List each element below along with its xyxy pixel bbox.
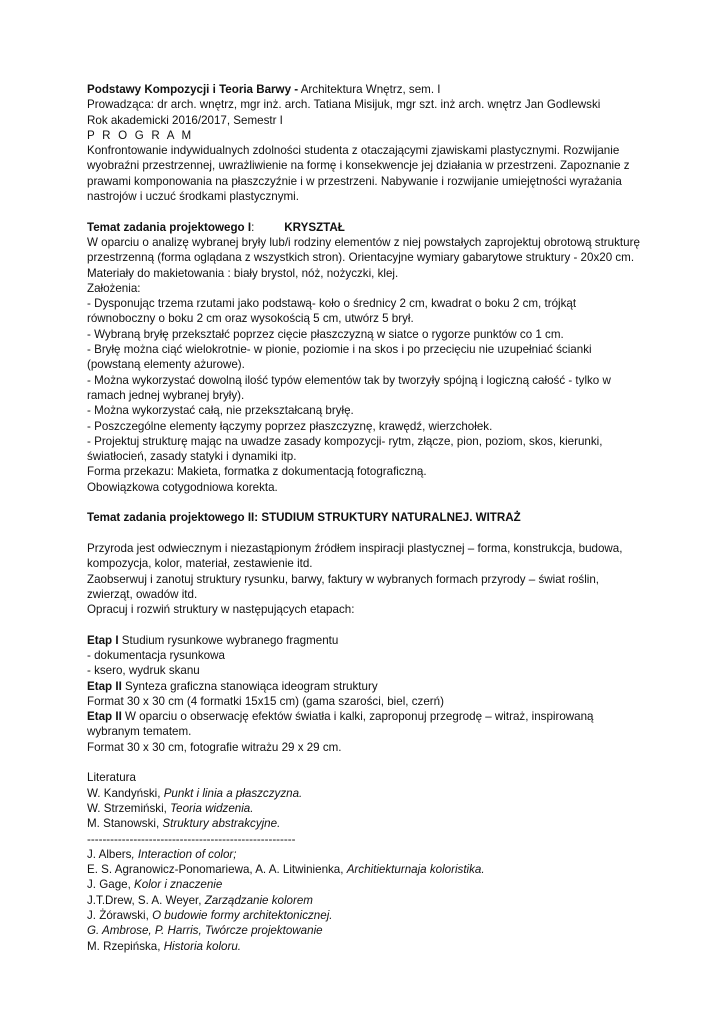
stage-2a xyxy=(87,679,647,694)
literature-divider: ------------------------------------------------------ xyxy=(87,832,296,846)
literature-author: M. Stanowski, xyxy=(87,817,163,831)
task1-topic: KRYSZTAŁ xyxy=(284,220,345,234)
literature-item xyxy=(87,847,647,862)
literature-label: Literatura xyxy=(87,771,136,785)
task1-heading xyxy=(87,220,647,235)
literature-author: J. Albers xyxy=(87,847,132,861)
literature-item xyxy=(87,862,647,877)
task1-assumption: - Poszczególne elementy łączymy poprzez płaszczyznę, krawędź, wierzchołek. xyxy=(87,419,493,433)
course-title xyxy=(87,82,647,97)
literature-author: E. S. Agranowicz-Ponomariewa, A. A. Litwinienka, xyxy=(87,863,347,877)
course-title-bold: Podstawy Kompozycji i Teoria Barwy - xyxy=(87,83,299,96)
task2-paragraph-3: Opracuj i rozwiń struktury w następujących etapach: xyxy=(87,603,355,617)
task2-heading: Temat zadania projektowego II: STUDIUM STRUKTURY NATURALNEJ. WITRAŻ xyxy=(87,511,521,525)
literature-author: J. Żórawski, xyxy=(87,909,153,923)
academic-year: Rok akademicki 2016/2017, Semestr I xyxy=(87,113,283,127)
literature-title: O budowie formy architektonicznej. xyxy=(152,909,333,923)
literature-title: Kolor i znaczenie xyxy=(134,878,223,892)
task1-form: Forma przekazu: Makieta, formatka z dokumentacją fotograficzną. xyxy=(87,465,427,479)
literature-title: Punkt i linia a płaszczyzna. xyxy=(163,786,303,800)
task1-assumption: - Bryłę można ciąć wielokrotnie- w pionie, poziomie i na skos i po przecięciu nie uzupełniać ścianki (powstaną elementy ażurowe). xyxy=(87,343,592,372)
task1-assumption: - Wybraną bryłę przekształć poprzez cięcie płaszczyzną w siatce o rygorze punktów co 1 cm. xyxy=(87,327,564,341)
course-title-rest: Architektura Wnętrz, sem. I xyxy=(298,83,441,96)
program-heading: P R O G R A M xyxy=(87,128,194,142)
literature-title: Architiekturnaja koloristika. xyxy=(346,863,485,877)
literature-item xyxy=(87,786,647,801)
stage-2b-label: Etap II xyxy=(87,710,122,724)
task1-heading-label: Temat zadania projektowego I xyxy=(87,220,252,234)
stage-2b xyxy=(87,709,647,740)
literature-item xyxy=(87,923,647,938)
literature-title: Historia koloru. xyxy=(163,939,242,953)
stage-2a-text: Synteza graficzna stanowiąca ideogram struktury xyxy=(121,679,378,693)
literature-title: G. Ambrose, P. Harris, Twórcze projektowanie xyxy=(87,924,323,938)
literature-author: W. Kandyński, xyxy=(87,786,164,800)
literature-author: J. Gage, xyxy=(87,878,135,892)
task1-assumption: - Projektuj strukturę mając na uwadze zasady kompozycji- rytm, złącze, pion, poziom, skos, kierunki, światłocień, zasady statyki i dynamiki itp. xyxy=(87,434,603,464)
task1-assumption: - Można wykorzystać całą, nie przekształcaną bryłę. xyxy=(87,404,354,418)
literature-item xyxy=(87,877,647,892)
intro-paragraph: Konfrontowanie indywidualnych zdolności studenta z otaczającymi zjawiskami plastycznymi. Rozwijanie wyobraźni przestrzennej, uwrażliwienie na formę i konsekwencje jej działania w przestrzeni. Zapoznanie z prawami komponowania na płaszczyźnie i w przestrzeni. Nabywanie i rozwijanie umiejętności wyrażania nastrojów i uczuć środkami plastycznymi. xyxy=(87,144,630,204)
stage-1-text: Studium rysunkowe wybranego fragmentu xyxy=(118,633,339,647)
stage-1-label: Etap I xyxy=(87,633,119,647)
literature-item xyxy=(87,816,647,831)
literature-item xyxy=(87,893,647,908)
stage-2b-format: Format 30 x 30 cm, fotografie witrażu 29 x 29 cm. xyxy=(87,740,342,754)
literature-title: Struktury abstrakcyjne. xyxy=(162,817,281,831)
stage-2a-label: Etap II xyxy=(87,679,122,693)
task2-paragraph-1: Przyroda jest odwiecznym i niezastąpionym źródłem inspiracji plastycznej – forma, konstrukcja, budowa, kompozycja, kolor, materiał, zestawienie itd. xyxy=(87,541,623,571)
literature-item xyxy=(87,801,647,816)
stage-2b-text: W oparciu o obserwację efektów światła i kalki, zaproponuj przegrodę – witraż, inspirowaną wybranym tematem. xyxy=(87,710,594,739)
literature-title: Teoria widzenia. xyxy=(170,801,254,815)
teachers-line: Prowadząca: dr arch. wnętrz, mgr inż. arch. Tatiana Misijuk, mgr szt. inż arch. wnętrz Jan Godlewski xyxy=(87,98,601,112)
stage-2a-format: Format 30 x 30 cm (4 formatki 15x15 cm) (gama szarości, biel, czerń) xyxy=(87,694,444,708)
literature-author: M. Rzepińska, xyxy=(87,939,164,953)
task1-description: W oparciu o analizę wybranej bryły lub/i rodziny elementów z niej powstałych zaprojektuj obrotową strukturę przestrzenną (forma oglądana z wszystkich stron). Orientacyjne wymiary gabarytowe struktury - 20x20 cm. xyxy=(87,235,640,265)
document-content xyxy=(87,82,647,954)
stage-1 xyxy=(87,633,647,648)
literature-item xyxy=(87,939,647,954)
task1-correction: Obowiązkowa cotygodniowa korekta. xyxy=(87,480,278,494)
task2-paragraph-2: Zaobserwuj i zanotuj struktury rysunku, barwy, faktury w wybranych formach przyrody – świat roślin, zwierząt, owadów itd. xyxy=(87,572,600,601)
stage-1-item: - ksero, wydruk skanu xyxy=(87,664,200,678)
task1-materials: Materiały do makietowania : biały brystol, nóż, nożyczki, klej. xyxy=(87,266,399,280)
task1-heading-colon: : xyxy=(251,220,255,234)
task1-assumptions-label: Założenia: xyxy=(87,281,141,295)
task1-assumption: - Dysponując trzema rzutami jako podstawą- koło o średnicy 2 cm, kwadrat o boku 2 cm, trójkąt równoboczny o boku 2 cm oraz wysokością 5 cm, utwórz 5 brył. xyxy=(87,297,577,326)
literature-title: , Interaction of color; xyxy=(131,847,237,861)
literature-item xyxy=(87,908,647,923)
literature-author: W. Strzemiński, xyxy=(87,801,171,815)
stage-1-item: - dokumentacja rysunkowa xyxy=(87,648,225,662)
task1-assumption: - Można wykorzystać dowolną ilość typów elementów tak by tworzyły spójną i logiczną całość - tylko w ramach jednej wybranej bryły). xyxy=(87,373,611,402)
literature-author: J.T.Drew, S. A. Weyer, xyxy=(87,893,205,907)
literature-title: Zarządzanie kolorem xyxy=(204,893,313,907)
